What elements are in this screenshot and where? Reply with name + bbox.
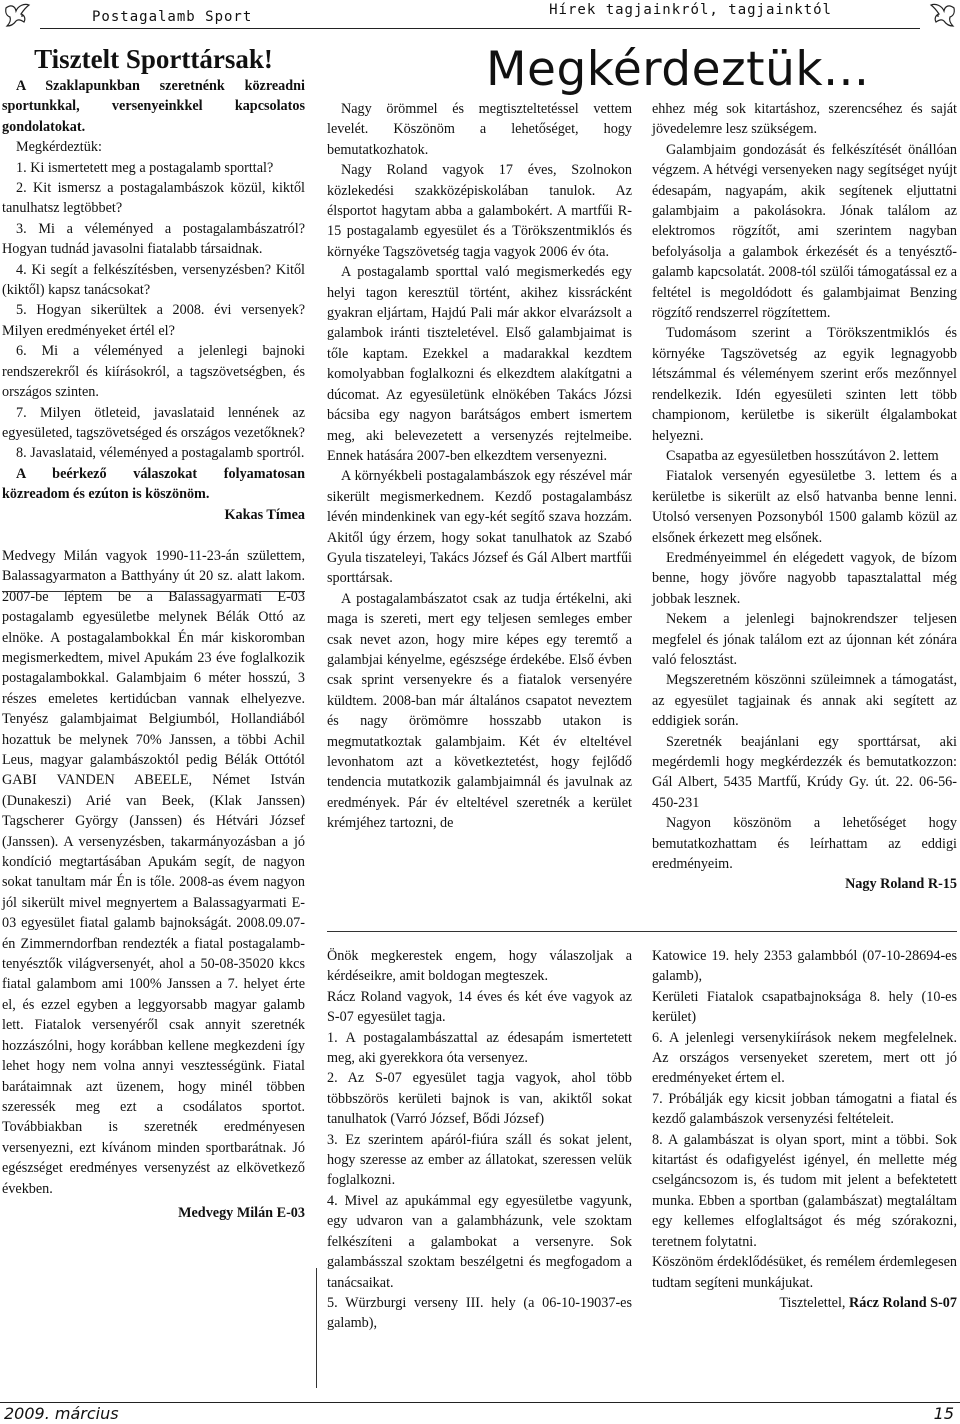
article-racz-closing [652, 1293, 957, 1313]
section-divider [327, 931, 957, 932]
paragraph: Katowice 19. hely 2353 galambból (07-10-28694-es galamb), [652, 948, 957, 985]
headline: Megkérdeztük... [486, 42, 870, 97]
letter-signature: Kakas Tímea [224, 506, 305, 523]
question-7: 7. Milyen ötleteid, javaslataid lennének az egyesületed, tagszövetséged és országos vezetőknek? [2, 404, 305, 441]
letter-title: Tisztelt Sporttársak! [34, 44, 273, 74]
column-3-lower [652, 946, 957, 1313]
question-5: 5. Hogyan sikerültek a 2008. évi versenyek? Milyen eredményeket értél el? [2, 302, 305, 339]
paragraph: A környékbeli postagalambászok egy részével már sikerült megismerkednem. Kezdő postagalambász lévén mindenkinek van egy-két segítő szava hozzám. Akitől úgy érzem, hogy sokat tanulhatok az Szabó Gyula tiszateleyi, Takács József és Gál Albert martfűi sporttársak. [327, 468, 632, 587]
paragraph: Csapatba az egyesületben hosszútávon 2. lettem [666, 447, 939, 464]
article-medvegy-signature: Medvegy Milán E-03 [178, 1204, 305, 1221]
paragraph: Kerületi Fiatalok csapatbajnoksága 8. hely (10-es kerület) [652, 988, 957, 1026]
column-rule [316, 1268, 317, 1388]
paragraph: 6. A jelenlegi versenykiírások nekem megfelelnek. Az országos versenyeket szeretem, mert ott jó eredményeket értem el. [652, 1029, 957, 1087]
paragraph: 5. Würzburgi verseny III. hely (a 06-10-19037-es galamb), [327, 1294, 632, 1332]
question-heading: Megkérdeztük: [16, 139, 102, 156]
article-medvegy: Medvegy Milán vagyok 1990-11-23-án születtem, Balassagyarmaton a Batthyány út 20 sz. alatt lakom. 2007-be léptem be a Balassagyarmati E-03 postagalamb egyesületbe melynek Bélák Ottó az elnöke. A postagalambokkal Én már kiskoromban megismerkedtem, mivel Apukám 23 éve foglalkozik postagalambokkal. Galambjaim 6 méter hosszú, 3 részes emeletes kertidúcban vannak elhelyezve. Tenyész galambjaimat Belgiumból, Hollandiából hozattuk be melynek 70% Janssen, a többi Achil Leus, magyar galambászoktól pedig Bélák Ottótól GABI VANDEN ABEELE, Német István (Dunakeszi) Arié van Beek, (Klak Janssen) Tagscherer György (Janssen) és Hétvári József (Janssen). A versenyzésben, takarmányozásban a jó kondíció megtartásában Apukám segít, de nagyon sokat tanultam már Én is tőle. 2008-as évem nagyon jól sikerült mivel megnyertem a Balassagyarmati E-03 egyesület fiatal galamb bajnokságát. 2008.09.07-én Zimmerndorfban rendezték a fiatal postagalamb-tenyésztők világversenyét, ahol a 50-08-35020 kkcs fiatal galambom ami 100% Janssen a 7. helyet érte el, és ezzel egyben a leggyorsabb magyar galamb lett. Fiatalok versenyéről csak annyit szeretnék hozzászólni, hogy korábban kellene megkezdeni így lehet hogy nem volna annyi vesztességünk. Fiatal barátaimnak azt üzenem, hogy minél többen szeressék meg ezt a csodálatos sportot. Továbbiakban is szeretnék eredményesen versenyezni, ezt kívánom minden sportbarátnak. Jó egészséget eredményes versenyzést az elkövetkező években. [2, 547, 305, 1197]
running-header-right: Hírek tagjainkról, tagjainktól [549, 2, 832, 18]
page-number: 15 [933, 1404, 954, 1423]
article-nagy-signature: Nagy Roland R-15 [845, 876, 957, 893]
paragraph: Szeretnék beajánlani egy sporttársat, aki megérdemli hogy megkérdezzék és bemutatkozzon: Gál Albert, 5435 Martfű, Krúdy Gy. út. 22. 06-56-450-231 [652, 733, 957, 811]
question-4: 4. Ki segít a felkészítésben, versenyzésben? Kitől (kiktől) kapsz tanácsokat? [2, 261, 305, 299]
paragraph: 1. A postagalambászattal az édesapám ismertetett meg, aki gyerekkora óta versenyez. [327, 1029, 632, 1067]
paragraph: Köszönöm érdeklődésüket, és remélem érdemlegesen tudtam segíteni munkájukat. [652, 1254, 957, 1291]
paragraph: Nekem a jelenlegi bajnokrendszer teljesen megfelel és jónak találom ezt az újonnan két zónára való felosztást. [652, 611, 957, 668]
question-1: 1. Ki ismertetett meg a postagalamb sporttal? [16, 159, 274, 176]
article-racz-signature: Rácz Roland S-07 [849, 1294, 957, 1311]
letter-closing: A beérkező válaszokat folyamatosan közreadom és ezúton is köszönöm. [2, 465, 305, 503]
pigeon-logo-icon [2, 2, 32, 28]
paragraph: 7. Próbálják egy kicsit jobban támogatni a fiatal és kezdő galambászok versenyzési feltételeit. [652, 1090, 957, 1128]
paragraph: Önök megkerestek engem, hogy válaszoljak a kérdéseikre, amit boldogan megteszek. [327, 948, 632, 985]
paragraph: 2. Az S-07 egyesület tagja vagyok, ahol több többszörös kerületi bajnok is van, akiktől sokat tanulhatok (Varró József, Bődi József) [327, 1070, 632, 1128]
paragraph: Rácz Roland vagyok, 14 éves és két éve vagyok az S-07 egyesület tagja. [327, 988, 632, 1026]
paragraph: 3. Ez szerintem apáról-fiúra száll és sokat jelent, hogy szeresse az ember az állatokat, szeressen velük foglalkozni. [327, 1131, 632, 1189]
paragraph: Tudomásom szerint a Törökszentmiklós és környéke Tagszövetség az egyik legnagyobb létszámmal és véleményem szerint erős mezőnnyel rendelkezik. Idén egyesületi szinten lett több championom, kerületbe is sikerült élgalambokat helyezni. [652, 325, 957, 444]
paragraph: 4. Mivel az apukámmal egy egyesületbe vagyunk, egy udvaron van a galambházunk, vele szoktam felkészíteni a galambokat a versenyre. Sok galambásszal szoktam beszélgetni és megfogadom a tanácsaikat. [327, 1192, 632, 1291]
question-6: 6. Mi a véleményed a jelenlegi bajnoki rendszerekről és kiírásokról, a tagszövetségben, és országos szinten. [2, 343, 305, 401]
paragraph: Galambjaim gondozását és felkészítését önállóan végzem. A hétvégi versenyeken nagy segítséget nyújt édesapám, nagyapám, akik segítenek eljuttatni galambjaim a pakolásokra. Jónak találom az elektromos rögzítőt, ami szerintem nagyban befolyásolja a galambok érkezését és a tenyésztő-galamb kapcsolatát. 2008-tól szülői támogatással ez a feltétel is megoldódott és galambjaimat Benzing rögzítő rendszerrel rögzítettem. [652, 141, 957, 322]
closing-word: Tisztelettel, [779, 1294, 846, 1311]
paragraph: Nagyon köszönöm a lehetőséget hogy bemutatkozhattam és leírhattam az eddigi eredményeim. [652, 815, 957, 873]
section-divider [2, 591, 305, 592]
header-rule [40, 28, 920, 29]
question-3: 3. Mi a véleményed a postagalambászatról? Hogyan tudnád javasolni fiatalabb társaidnak. [2, 220, 305, 258]
paragraph: ehhez még sok kitartáshoz, szerencséhez és saját jövedelemre lesz szükségem. [652, 101, 957, 138]
paragraph: Eredményeimmel én elégedett vagyok, de bízom benne, hogy jövőre nagyobb tapasztalattal még jobbak lesznek. [652, 549, 957, 607]
paragraph: Fiatalok versenyén egyesületbe 3. lettem és a kerületbe is sikerült az első hatvanba benne lenni. Utolsó versenyen Pozsonyból 1500 galamb közül az elsőnek érkezett meg elsőnek. [652, 468, 957, 546]
paragraph: A postagalambászatot csak az tudja értékelni, aki maga is szereti, mert egy teljesen semleges ember csak nevet azon, hogy mire képes egy teremtő a galambjai kényelme, egészsége érdekébe. Első évben csak sprint versenyekre és a fiatalok versenyére küldtem. 2008-ban már általános csapatot neveztem és nagy örömömre hosszabb utakon is megmutatkoztak galambjaim. Két év elteltével levonhatom azt a következtetést, hogy fejlődő tendencia mutatkozik galambjaimnál és javulnak az eredmények. Pár év elteltével szeretnék a kerület krémjéhez tartozni, de [327, 590, 632, 832]
column-2-lower [327, 946, 632, 1334]
paragraph: Megszeretném köszönni szüleimnek a támogatást, az egyesület tagjainak és annak aki segített az eddigiek során. [652, 672, 957, 730]
running-header-left: Postagalamb Sport [92, 9, 253, 25]
paragraph: Nagy Roland vagyok 17 éves, Szolnokon közlekedési szakközépiskolában tanulok. Az élsportot hagytam abba a galambokért. A martfűi R-15 postagalamb egyesület és a Törökszentmiklós és környéke Tagszövetség tagja vagyok 2006 év óta. [327, 162, 632, 260]
paragraph: 8. A galambászat is olyan sport, mint a többi. Sok kitartást és odafigyelést igényel, én mellette még cselgáncsozom is, és tudom mit jelent a befektetett munka. Ebben a sportban (galambászat) megtaláltam egy kellemes elfoglaltságot és még szórakozni, teretnem folytatni. [652, 1131, 957, 1250]
column-1 [2, 44, 305, 1223]
column-3 [652, 99, 957, 895]
footer-date: 2009. március [4, 1404, 119, 1423]
pigeon-logo-icon [928, 2, 958, 28]
footer-rule [0, 1402, 960, 1403]
paragraph: Nagy örömmel és megtiszteltetéssel vettem levelét. Köszönöm a lehetőséget, hogy bemutatkozhatok. [327, 101, 632, 158]
column-2 [327, 99, 632, 834]
letter-intro: A Szaklapunkban szeretnénk közreadni sportunkkal, versenyeinkkel kapcsolatos gondolatokat. [2, 78, 305, 135]
question-8: 8. Javaslataid, véleményed a postagalamb sportról. [16, 445, 305, 462]
question-2: 2. Kit ismersz a postagalambászok közül, kiktől tanulhatsz legtöbbet? [2, 180, 305, 217]
paragraph: A postagalamb sporttal való megismerkedés egy helyi tagon keresztül történt, akihez kissrácként gyakran eljártam, Hajdú Pali már akkor elvarázsolt a galambok iránti tiszteletével. Első galambjaimat is tőle kaptam. Ezekkel a madarakkal kezdtem komolyabban foglalkozni és elkezdtem alakítgatni a dúcomat. Az egyesületünk elnökében Takács Józsi bácsiba egy nagyon barátságos embert ismertem meg, aki belevezetett a versenyzés rejtelmeibe. Ennek hatására 2007-ben elkezdtem versenyezni. [327, 264, 632, 464]
